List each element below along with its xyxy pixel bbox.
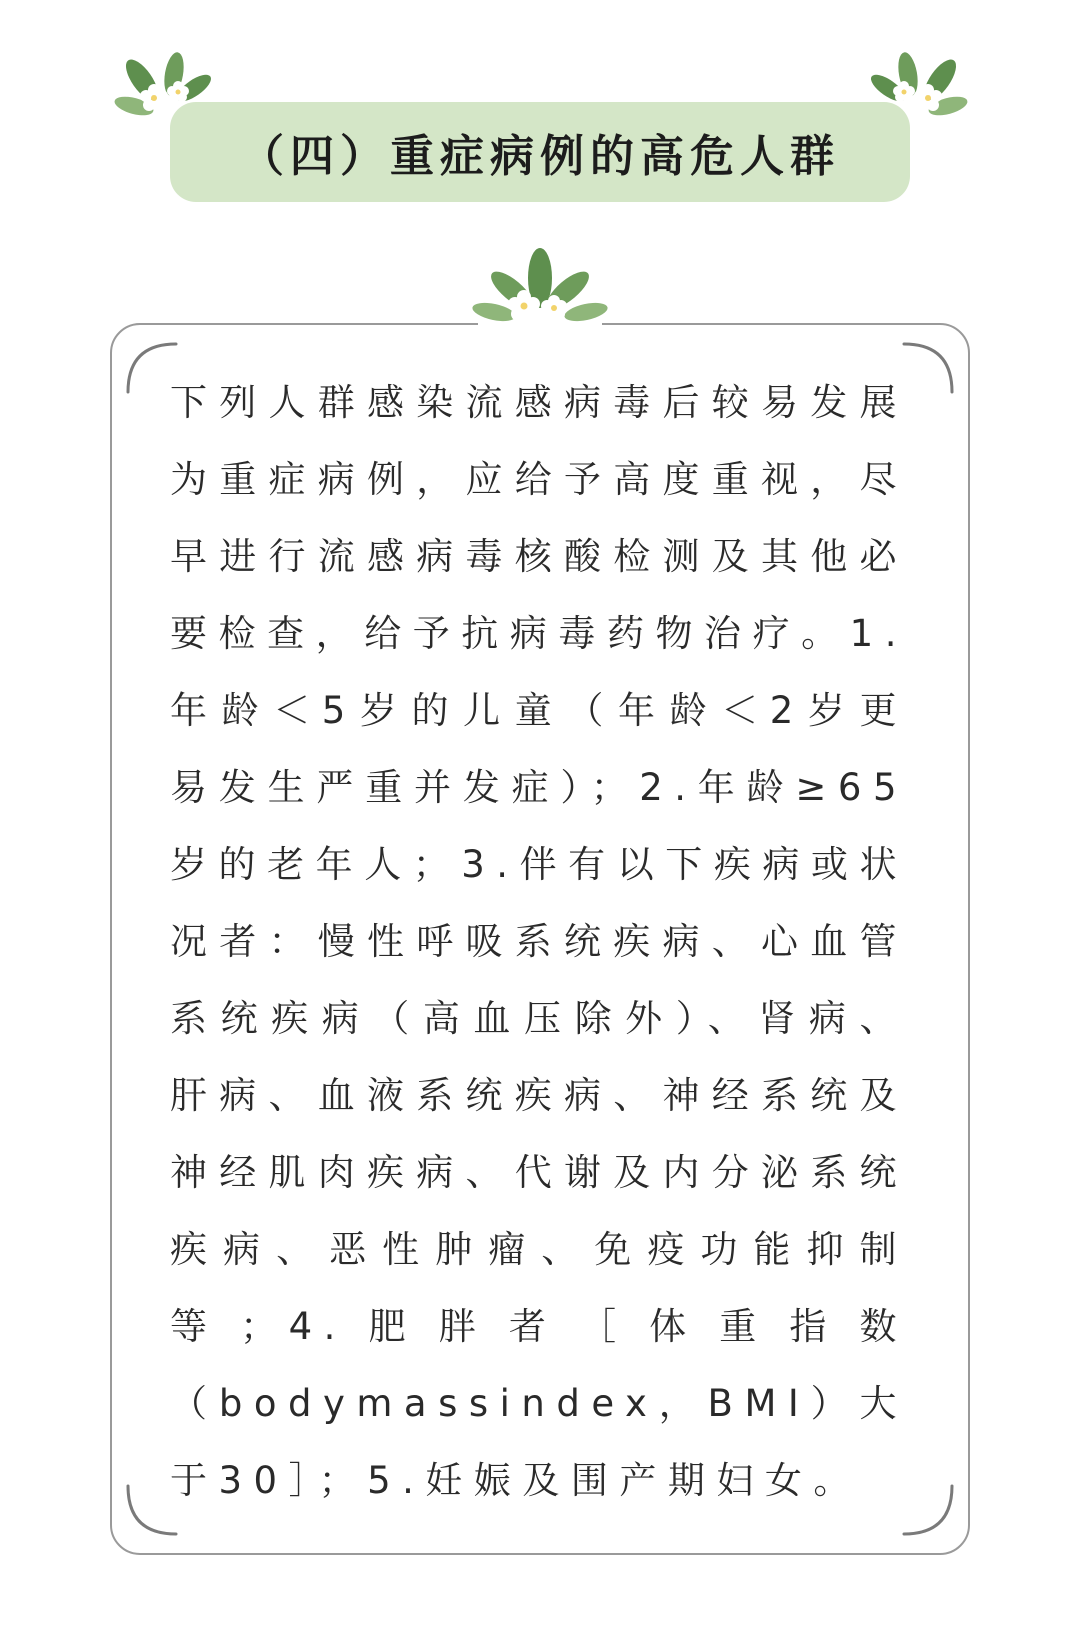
corner-bracket-icon — [900, 1482, 956, 1538]
flower-leaf-icon — [472, 246, 608, 336]
page-title: （四）重症病例的高危人群 — [240, 131, 840, 182]
corner-bracket-icon — [900, 340, 956, 396]
body-paragraph: 下列人群感染流感病毒后较易发展为重症病例，应给予高度重视，尽早进行流感病毒核酸检测及其他必要检查，给予抗病毒药物治疗。1.年龄＜5岁的儿童（年龄＜2岁更易发生严重并发症）；2.年龄≥65岁的老年人；3.伴有以下疾病或状况者：慢性呼吸系统疾病、心血管系统疾病（高血压除外）、肾病、肝病、血液系统疾病、神经系统及神经肌肉疾病、代谢及内分泌系统疾病、恶性肿瘤、免疫功能抑制等；4.肥胖者［体重指数（bodymassindex，BMI）大于30］；5.妊娠及围产期妇女。 — [170, 381, 908, 1502]
title-banner — [170, 102, 910, 202]
